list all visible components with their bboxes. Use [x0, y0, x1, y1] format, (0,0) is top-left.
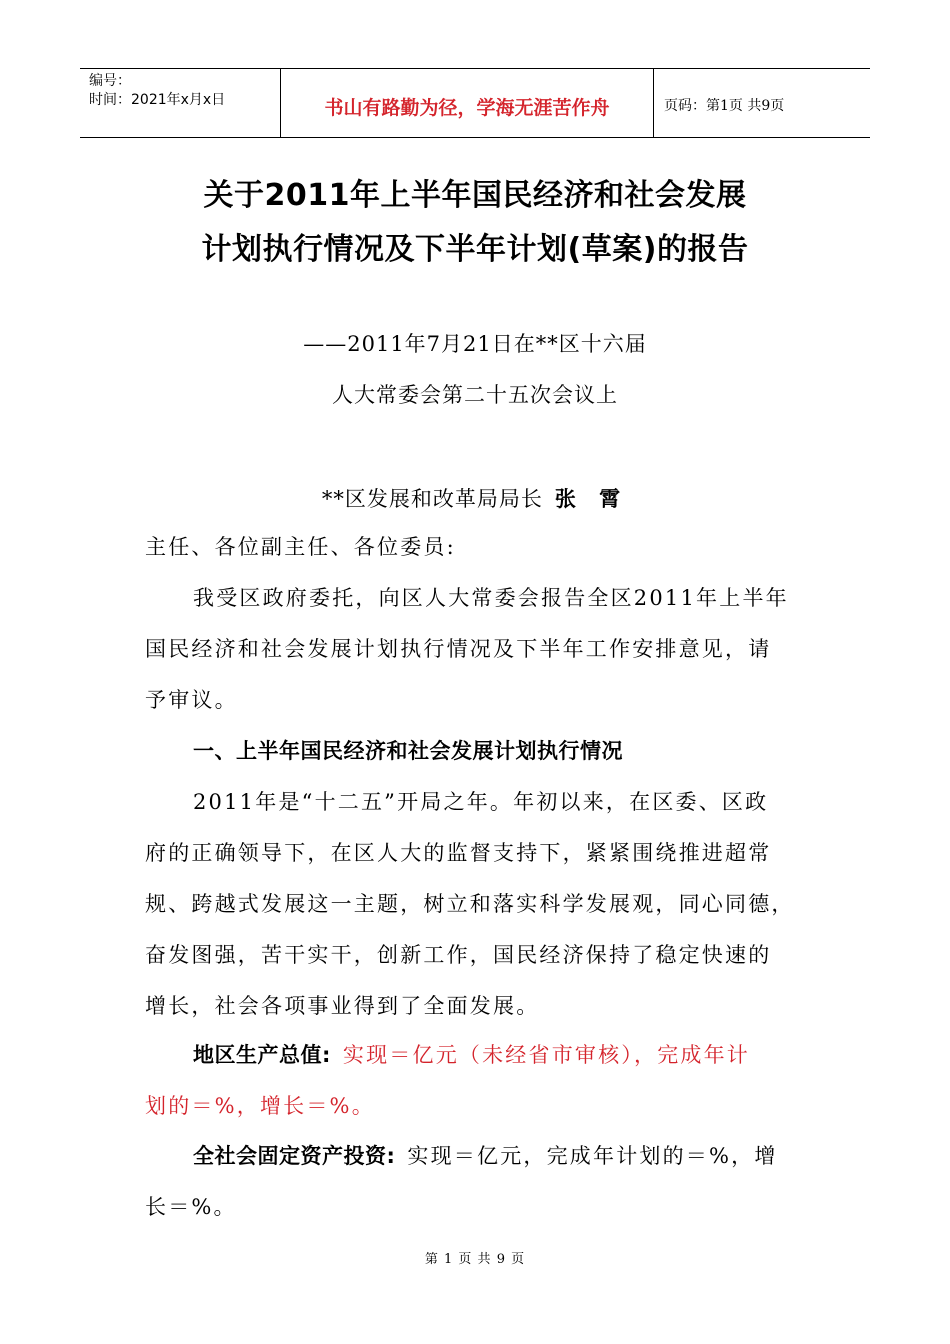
- subtitle-line-2: 人大常委会第二十五次会议上: [332, 383, 618, 407]
- paragraph-line: 府的正确领导下，在区人大的监督支持下，紧紧围绕推进超常: [145, 841, 772, 865]
- header-motto: 书山有路勤为径，学海无涯苦作舟: [281, 69, 654, 137]
- intro-line: 国民经济和社会发展计划执行情况及下半年工作安排意见，请: [145, 637, 772, 661]
- document-header: [80, 68, 870, 138]
- gdp-label: 地区生产总值:: [193, 1043, 331, 1067]
- author-role: **区发展和改革局局长: [321, 487, 543, 511]
- investment-label: 全社会固定资产投资:: [193, 1144, 396, 1168]
- header-number-label: 编号：: [89, 73, 131, 89]
- document-title-line-1: 关于2011年上半年国民经济和社会发展: [203, 178, 747, 213]
- gdp-text-continued: 划的＝%，增长＝%。: [145, 1094, 375, 1118]
- section-heading: 一、上半年国民经济和社会发展计划执行情况: [193, 739, 623, 763]
- document-title-line-2: 计划执行情况及下半年计划(草案)的报告: [201, 232, 749, 267]
- gdp-line: [193, 1039, 805, 1069]
- investment-line: [193, 1140, 805, 1170]
- header-meta: [80, 69, 281, 137]
- investment-text: 实现＝亿元，完成年计划的＝%，增: [407, 1144, 778, 1168]
- intro-line: 予审议。: [145, 688, 238, 712]
- salutation: 主任、各位副主任、各位委员:: [145, 535, 456, 559]
- gdp-text: 实现＝亿元（未经省市审核），完成年计: [342, 1043, 751, 1067]
- paragraph-line: 增长，社会各项事业得到了全面发展。: [145, 994, 540, 1018]
- header-page-info: 页码：第1页 共9页: [664, 98, 785, 114]
- subtitle-line-1: ——2011年7月21日在**区十六届: [303, 332, 647, 356]
- author-name: 张 霄: [554, 487, 629, 511]
- author-line: [0, 483, 950, 513]
- paragraph-line: 规、跨越式发展这一主题，树立和落实科学发展观，同心同德，: [145, 892, 795, 916]
- investment-text-continued: 长＝%。: [145, 1195, 237, 1219]
- paragraph-line: 奋发图强，苦干实干，创新工作，国民经济保持了稳定快速的: [145, 943, 772, 967]
- intro-line: 我受区政府委托，向区人大常委会报告全区2011年上半年: [193, 586, 789, 610]
- page-footer: 第 1 页 共 9 页: [424, 1252, 526, 1267]
- header-time-label: 时间：2021年x月x日: [89, 92, 226, 108]
- paragraph-line: 2011年是“十二五”开局之年。年初以来，在区委、区政: [193, 790, 769, 814]
